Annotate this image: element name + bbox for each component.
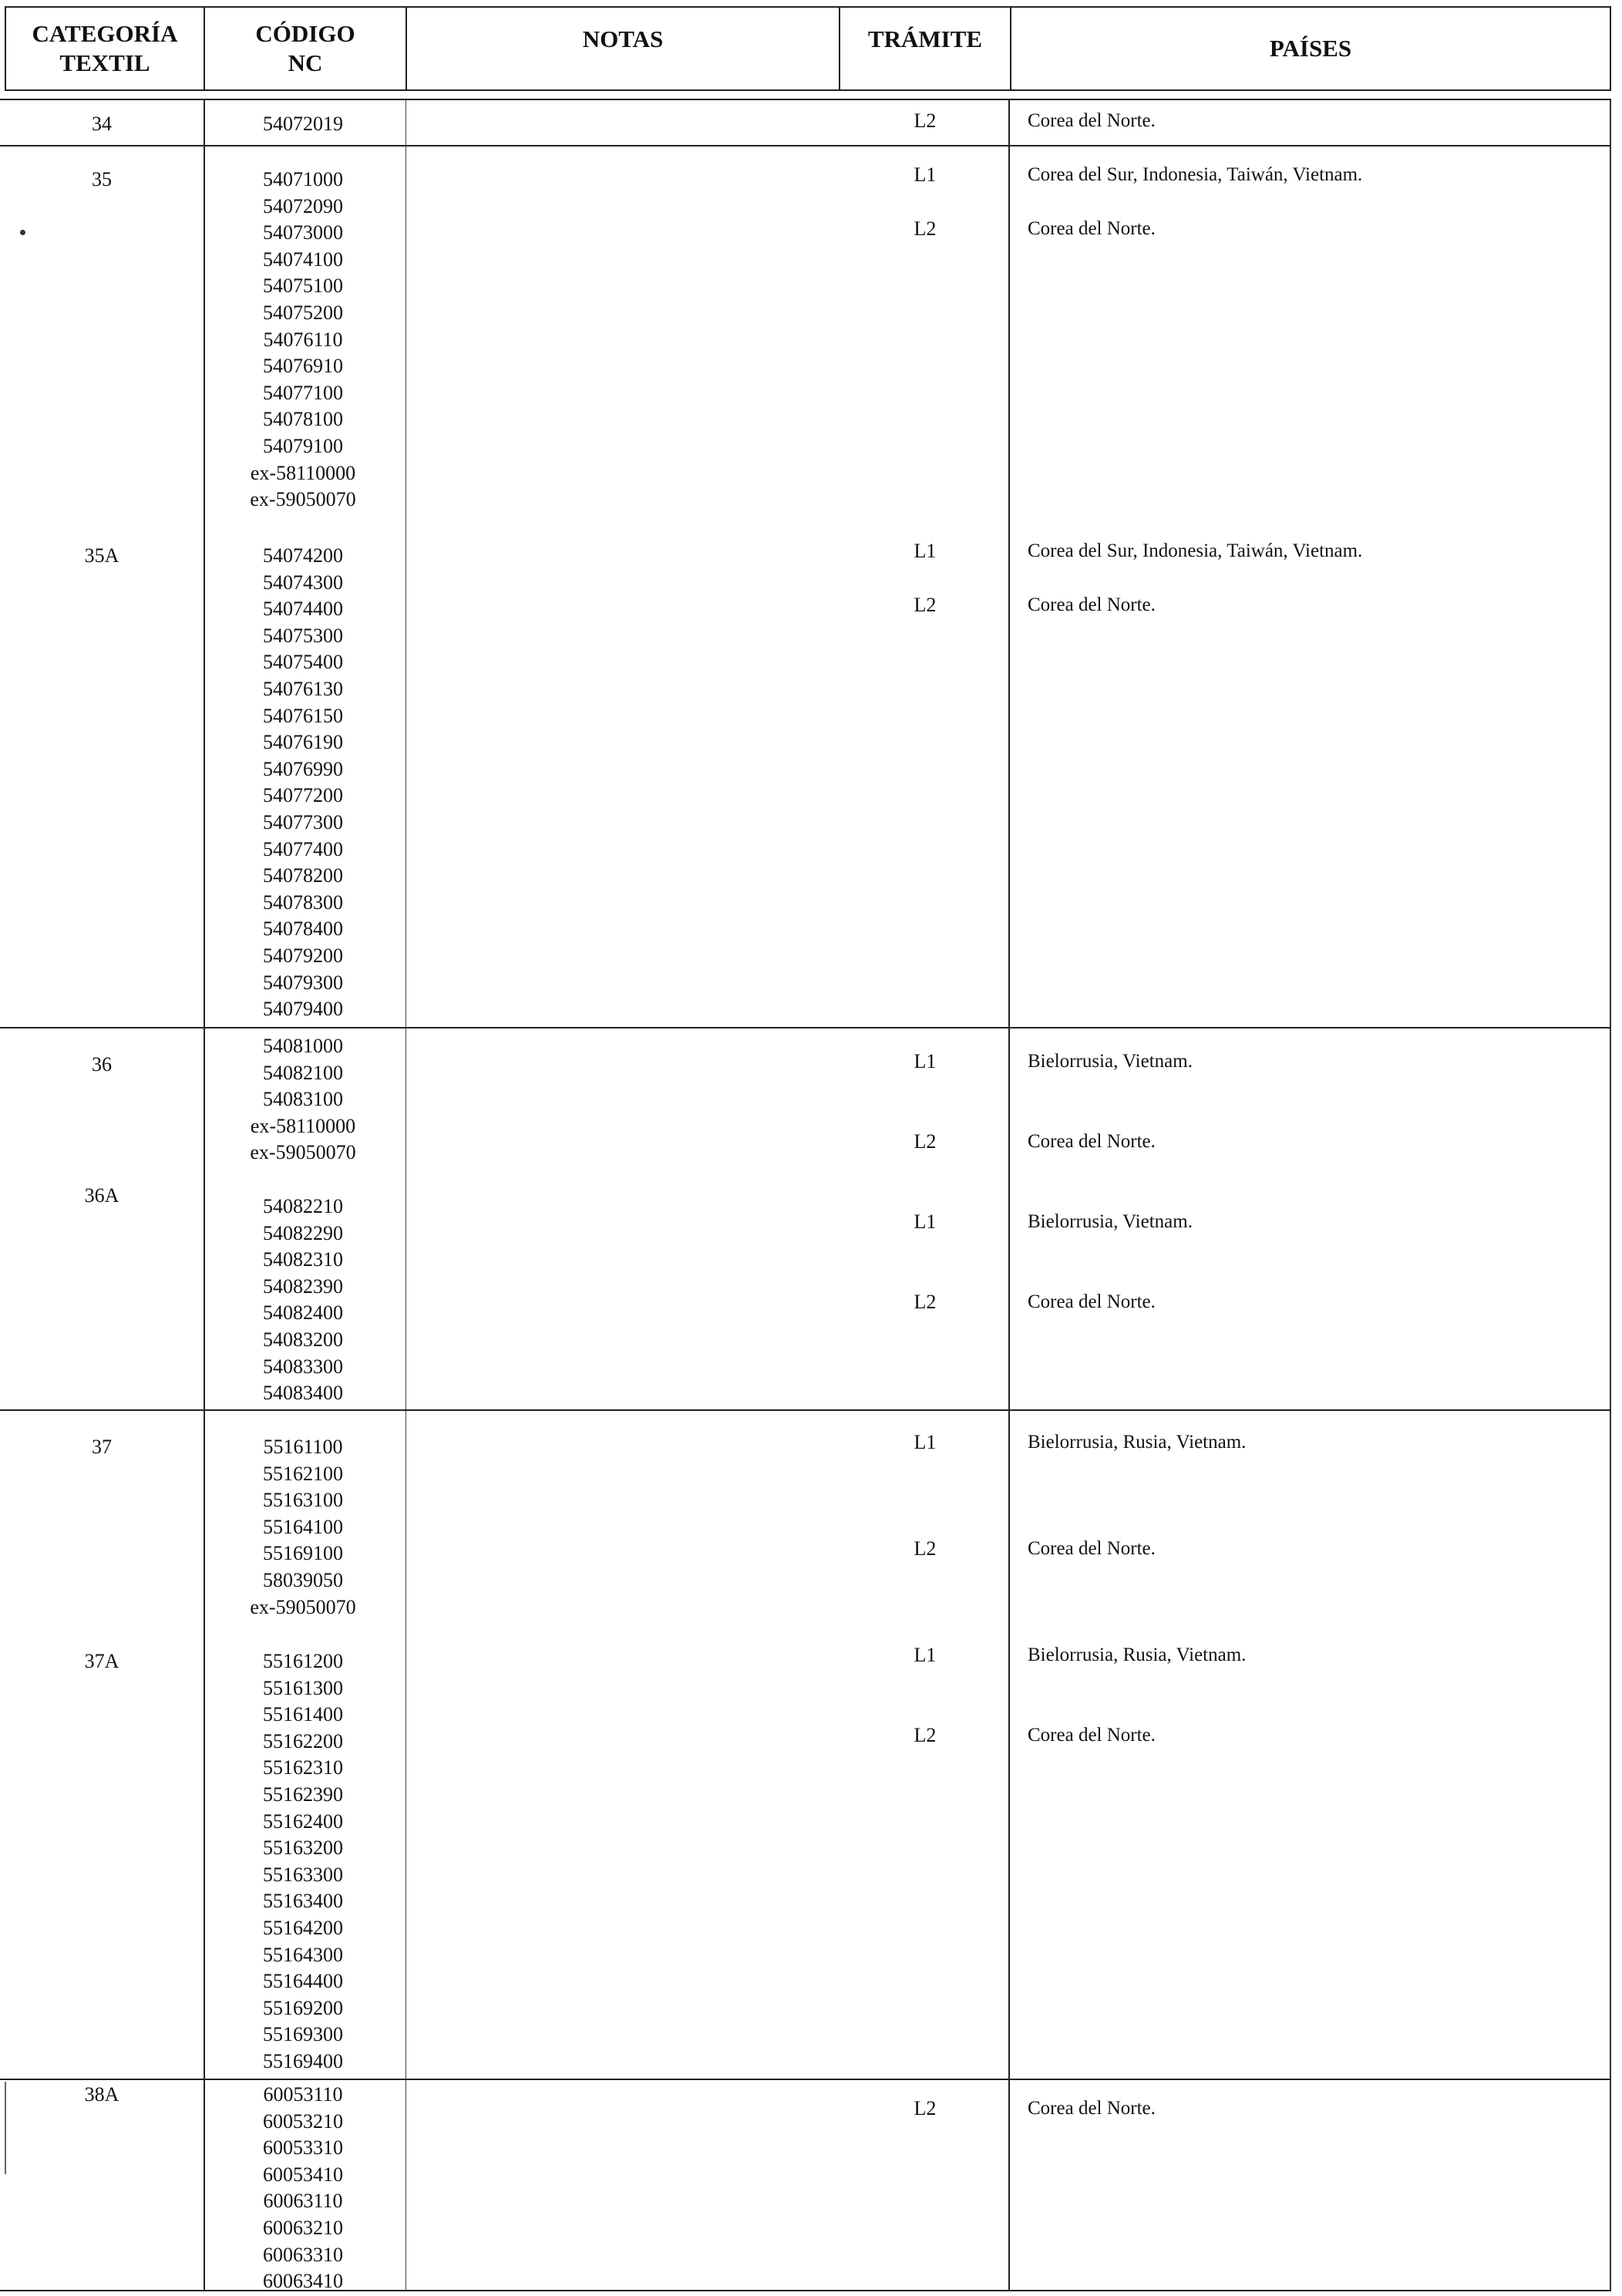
tramite-code: L1 xyxy=(914,1644,937,1666)
tramite-code: L2 xyxy=(914,217,937,240)
countries-text: Corea del Sur, Indonesia, Taiwán, Vietnam. xyxy=(1028,540,1363,561)
nc-code: 54075200 xyxy=(263,301,343,324)
table-group-34 xyxy=(0,99,1611,145)
category-label: 35 xyxy=(92,168,112,190)
nc-code: 54082390 xyxy=(263,1274,343,1298)
nc-code: 54078100 xyxy=(263,408,343,431)
category-label: 36 xyxy=(92,1053,112,1076)
nc-code-list xyxy=(204,1434,402,1621)
nc-code: 55169400 xyxy=(263,2049,343,2072)
nc-code: 55163300 xyxy=(263,1863,343,1886)
nc-code: 55162390 xyxy=(263,1783,343,1806)
nc-code: 60053210 xyxy=(263,2109,343,2133)
nc-code: 54076910 xyxy=(263,355,343,378)
tramite-code: L2 xyxy=(914,1130,937,1153)
nc-code: 54083100 xyxy=(263,1088,343,1111)
nc-code: 54074400 xyxy=(263,598,343,621)
countries-text: Bielorrusia, Vietnam. xyxy=(1028,1211,1193,1232)
countries-text: Bielorrusia, Rusia, Vietnam. xyxy=(1028,1432,1247,1453)
nc-code: 54074200 xyxy=(263,544,343,567)
nc-code: 54079400 xyxy=(263,998,343,1021)
nc-code: 54074100 xyxy=(263,247,343,271)
tramite-code: L2 xyxy=(914,1537,937,1560)
nc-code-list xyxy=(204,167,402,513)
nc-code: 55162310 xyxy=(263,1756,343,1779)
countries-text: Bielorrusia, Rusia, Vietnam. xyxy=(1028,1645,1247,1665)
nc-code-list xyxy=(204,1193,402,1407)
header-notas-label: NOTAS xyxy=(582,25,664,52)
nc-code: 60063110 xyxy=(263,2190,343,2213)
nc-code: 54082400 xyxy=(263,1301,343,1325)
nc-code: 55161100 xyxy=(263,1436,343,1458)
header-paises xyxy=(1010,6,1611,91)
nc-code: 55169200 xyxy=(263,1996,343,2019)
nc-code: 54076110 xyxy=(263,328,343,351)
nc-code-list xyxy=(204,2082,402,2295)
nc-code: 55162100 xyxy=(263,1462,343,1485)
header-codigo-label: CÓDIGO NC xyxy=(255,20,355,76)
header-categoria-label: CATEGORÍA TEXTIL xyxy=(32,20,178,76)
nc-code: 54077300 xyxy=(263,810,343,833)
nc-code: 54082210 xyxy=(263,1195,343,1217)
nc-code: 54078300 xyxy=(263,890,343,914)
nc-code: 54078200 xyxy=(263,864,343,887)
tramite-code: L1 xyxy=(914,540,937,562)
table-group-35 xyxy=(0,145,1611,1027)
nc-code: 55169300 xyxy=(263,2023,343,2046)
nc-code: ex-58110000 xyxy=(250,1114,356,1137)
nc-code: 55163100 xyxy=(263,1489,343,1512)
countries-text: Corea del Norte. xyxy=(1028,594,1156,615)
countries-text: Corea del Norte. xyxy=(1028,2098,1156,2119)
nc-code-list xyxy=(204,1648,402,2075)
nc-code: ex-58110000 xyxy=(250,461,356,484)
header-codigo-nc xyxy=(204,6,406,91)
tramite-code: L1 xyxy=(914,163,937,186)
nc-code: 55162200 xyxy=(263,1729,343,1752)
nc-code: 54082290 xyxy=(263,1221,343,1244)
nc-code: 54076130 xyxy=(263,677,343,700)
nc-code: 55162400 xyxy=(263,1810,343,1833)
nc-code: 60063410 xyxy=(263,2270,343,2293)
nc-code: 55164100 xyxy=(263,1515,343,1538)
countries-text: Bielorrusia, Vietnam. xyxy=(1028,1051,1193,1072)
nc-code: 60053310 xyxy=(263,2136,343,2160)
category-label: 37 xyxy=(92,1436,112,1458)
nc-code: 54079300 xyxy=(263,971,343,994)
nc-code: 55161300 xyxy=(263,1676,343,1699)
countries-text: Corea del Norte. xyxy=(1028,1538,1156,1559)
nc-code: 54075300 xyxy=(263,624,343,647)
tramite-code: L2 xyxy=(914,109,937,132)
nc-code: 60053410 xyxy=(263,2163,343,2186)
header-notas xyxy=(406,6,839,91)
nc-code: ex-59050070 xyxy=(250,1141,356,1164)
nc-code: 54077200 xyxy=(263,784,343,807)
header-tramite xyxy=(839,6,1010,91)
nc-code: 54076190 xyxy=(263,731,343,754)
table-group-38a xyxy=(0,2079,1611,2291)
header-paises-label: PAÍSES xyxy=(1269,35,1352,62)
countries-text: Corea del Norte. xyxy=(1028,1291,1156,1312)
nc-code: 54082310 xyxy=(263,1248,343,1271)
nc-code: 54079200 xyxy=(263,944,343,967)
nc-code: 54073000 xyxy=(263,221,343,244)
nc-code: 54072090 xyxy=(263,194,343,217)
nc-code: 54083200 xyxy=(263,1328,343,1351)
nc-code: 54072019 xyxy=(263,113,343,135)
nc-code-list xyxy=(204,1033,402,1167)
countries-text: Corea del Norte. xyxy=(1028,110,1156,131)
nc-code: 54079100 xyxy=(263,434,343,457)
nc-code: 54076990 xyxy=(263,757,343,780)
nc-code: 54071000 xyxy=(263,168,343,190)
table-group-37 xyxy=(0,1409,1611,2079)
nc-code: 55161400 xyxy=(263,1703,343,1726)
nc-code: 60063310 xyxy=(263,2243,343,2266)
category-label: 34 xyxy=(92,113,112,135)
nc-code: 55161200 xyxy=(263,1650,343,1672)
nc-code: ex-59050070 xyxy=(250,488,356,511)
header-categoria-textil xyxy=(5,6,204,91)
nc-code: 54083400 xyxy=(263,1382,343,1405)
nc-code: 54082100 xyxy=(263,1061,343,1084)
tramite-code: L1 xyxy=(914,1431,937,1453)
nc-code: 55163400 xyxy=(263,1890,343,1913)
nc-code: 54076150 xyxy=(263,704,343,727)
scan-edge-mark xyxy=(5,2082,6,2174)
countries-text: Corea del Norte. xyxy=(1028,218,1156,239)
nc-code: 55163200 xyxy=(263,1836,343,1860)
nc-code: 60063210 xyxy=(263,2216,343,2239)
tramite-code: L2 xyxy=(914,1291,937,1313)
nc-code: 54074300 xyxy=(263,571,343,594)
nc-code: 55164400 xyxy=(263,1970,343,1993)
nc-code: 54075100 xyxy=(263,274,343,298)
nc-code: 55169100 xyxy=(263,1542,343,1565)
countries-text: Corea del Norte. xyxy=(1028,1131,1156,1152)
tramite-code: L2 xyxy=(914,2097,937,2119)
header-tramite-label: TRÁMITE xyxy=(867,25,983,52)
nc-code: 55164200 xyxy=(263,1916,343,1939)
tramite-code: L1 xyxy=(914,1210,937,1233)
category-label: 35A xyxy=(84,544,119,567)
nc-code: ex-59050070 xyxy=(250,1595,356,1618)
nc-code: 58039050 xyxy=(263,1568,343,1591)
nc-code: 60053110 xyxy=(263,2083,343,2106)
table-group-36 xyxy=(0,1027,1611,1409)
nc-code: 54078400 xyxy=(263,917,343,941)
nc-code: 54083300 xyxy=(263,1355,343,1378)
category-label: 36A xyxy=(84,1184,119,1207)
nc-code: 54077100 xyxy=(263,381,343,404)
tramite-code: L1 xyxy=(914,1050,937,1072)
countries-text: Corea del Sur, Indonesia, Taiwán, Vietnam. xyxy=(1028,164,1363,185)
scan-dot-mark xyxy=(20,230,25,235)
category-label: 38A xyxy=(84,2083,119,2106)
nc-code-list xyxy=(204,543,402,1023)
category-label: 37A xyxy=(84,1650,119,1672)
countries-text: Corea del Norte. xyxy=(1028,1725,1156,1746)
nc-code: 54077400 xyxy=(263,837,343,860)
tramite-code: L2 xyxy=(914,594,937,616)
nc-code: 55164300 xyxy=(263,1943,343,1966)
tramite-code: L2 xyxy=(914,1724,937,1746)
nc-code: 54081000 xyxy=(263,1035,343,1057)
nc-code: 54075400 xyxy=(263,651,343,674)
